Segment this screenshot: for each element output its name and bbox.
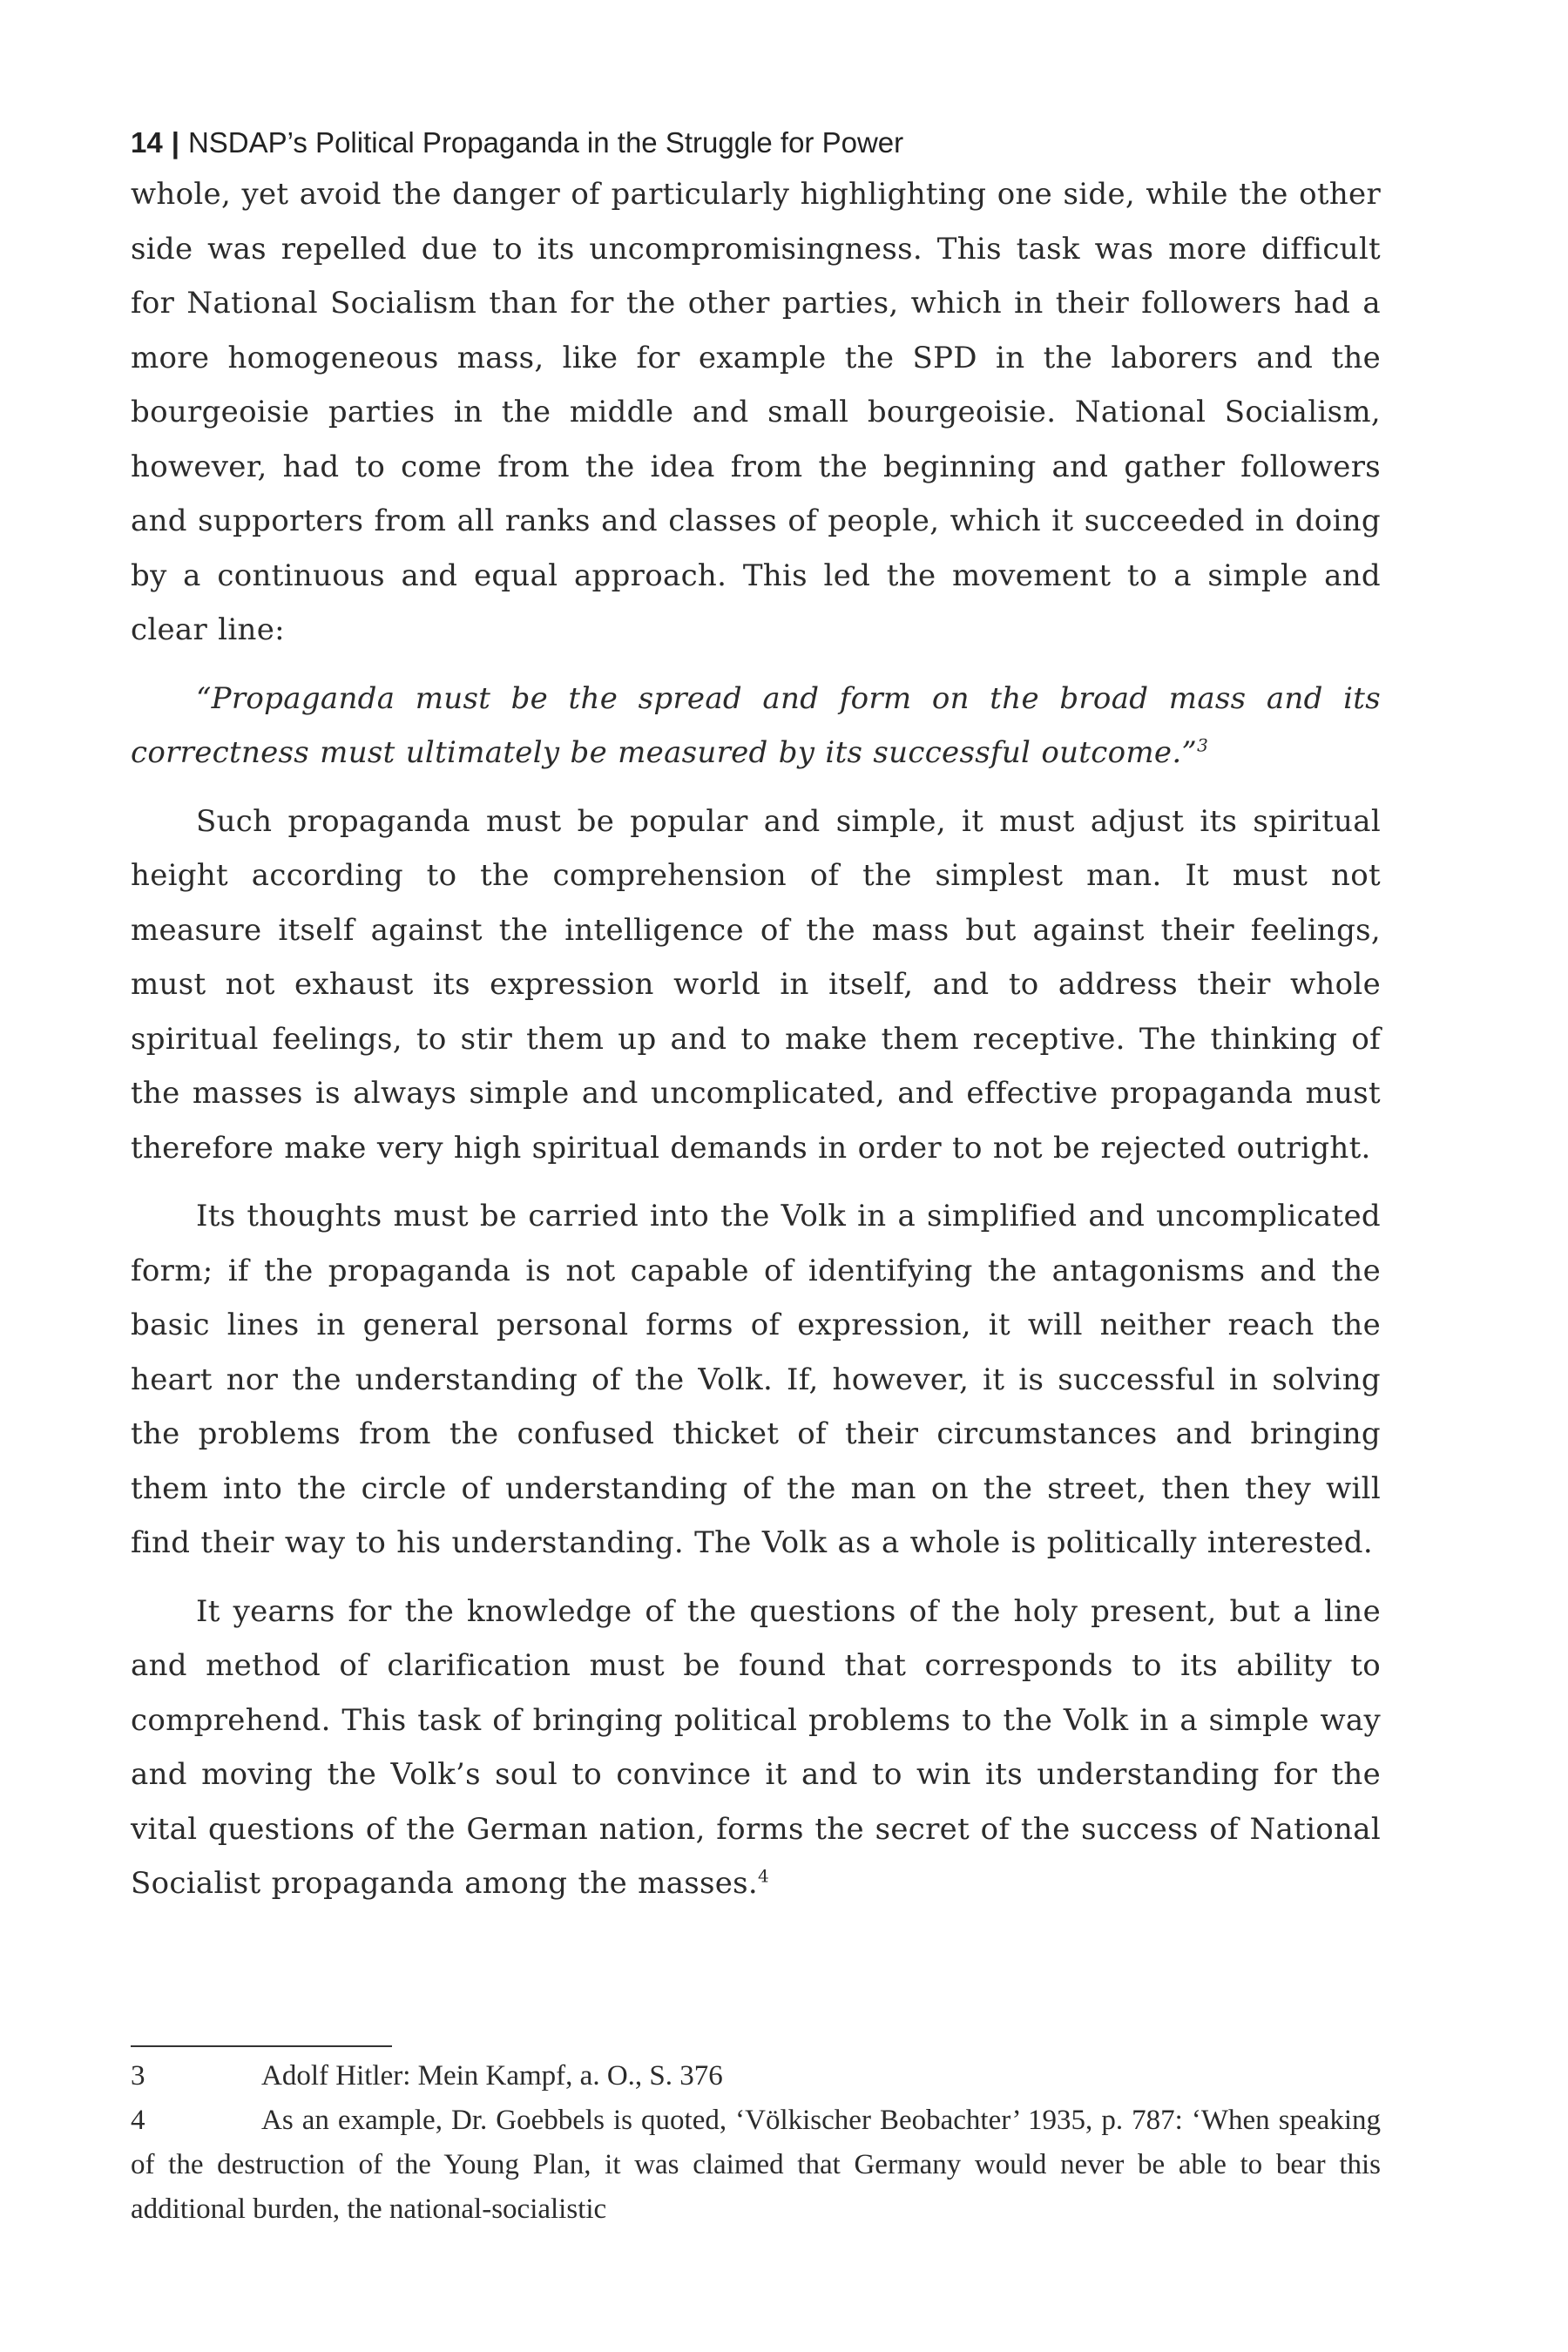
footnote-ref-3[interactable]: 3 (1197, 734, 1209, 756)
footnote-number: 3 (131, 2060, 145, 2092)
quote-text: “Propaganda must be the spread and form on the broad mass and its correctness must ultimately be measured by its successful outcome.” (131, 680, 1381, 770)
footnote-text: As an example, Dr. Goebbels is quoted, ‘Völkischer Beobachter’ 1935, p. 787: ‘When speaking of the destruction of the Young Plan, it was claimed that Germany would never be able to bear this additional burden, the national-socialistic (131, 2105, 1381, 2225)
page-content (131, 122, 1381, 1911)
footnote-number: 4 (131, 2105, 145, 2136)
paragraph-1: whole, yet avoid the danger of particularly highlighting one side, while the other side was repelled due to its uncompromisingness. This task was more difficult for National Socialism than for the other parties, which in their followers had a more homogeneous mass, like for example the SPD in the laborers and the bourgeoisie parties in the middle and small bourgeoisie. National Socialism, however, had to come from the idea from the beginning and gather followers and supporters from all ranks and classes of people, which it succeeded in doing by a continuous and equal approach. This led the movement to a simple and clear line: (131, 177, 1381, 647)
body-text (131, 167, 1381, 1911)
paragraph-3: Its thoughts must be carried into the Volk in a simplified and uncomplicated form; if the propaganda is not capable of identifying the antagonisms and the basic lines in general personal forms of expression, it will neither reach the heart nor the understanding of the Volk. If, however, it is successful in solving the problems from the confused thicket of their circumstances and bringing them into the circle of understanding of the man on the street, then they will find their way to his understanding. The Volk as a whole is politically interested. (131, 1199, 1381, 1560)
footnote-divider (131, 2045, 392, 2047)
paragraph-2: Such propaganda must be popular and simple, it must adjust its spiritual height according to the comprehension of the simplest man. It must not measure itself against the intelligence of the mass but against their feelings, must not exhaust its expression world in itself, and to address their whole spiritual feelings, to stir them up and to make them receptive. The thinking of the masses is always simple and uncomplicated, and effective propaganda must therefore make very high spiritual demands in order to not be rejected outright. (131, 803, 1381, 1166)
footnote-4 (131, 2099, 1381, 2232)
running-title: NSDAP’s Political Propaganda in the Struggle for Power (187, 126, 904, 159)
footnote-3 (131, 2054, 1381, 2099)
footnote-text: Adolf Hitler: Mein Kampf, a. O., S. 376 (261, 2060, 723, 2092)
header-separator: | (171, 126, 179, 159)
paragraph-4-text: It yearns for the knowledge of the questions of the holy present, but a line and method of clarification must be found that corresponds to its ability to comprehend. This task of bringing political problems to the Volk in a simple way and moving the Volk’s soul to convince it and to win its understanding for the vital questions of the German nation, forms the secret of the success of National Socialist propaganda among the masses. (131, 1593, 1381, 1901)
footnote-ref-4[interactable]: 4 (758, 1865, 770, 1887)
block-quote (131, 672, 1381, 781)
running-header (131, 122, 1381, 164)
footnotes-section (131, 2054, 1381, 2232)
page-number: 14 (131, 126, 163, 159)
paragraph-4 (131, 1585, 1381, 1911)
